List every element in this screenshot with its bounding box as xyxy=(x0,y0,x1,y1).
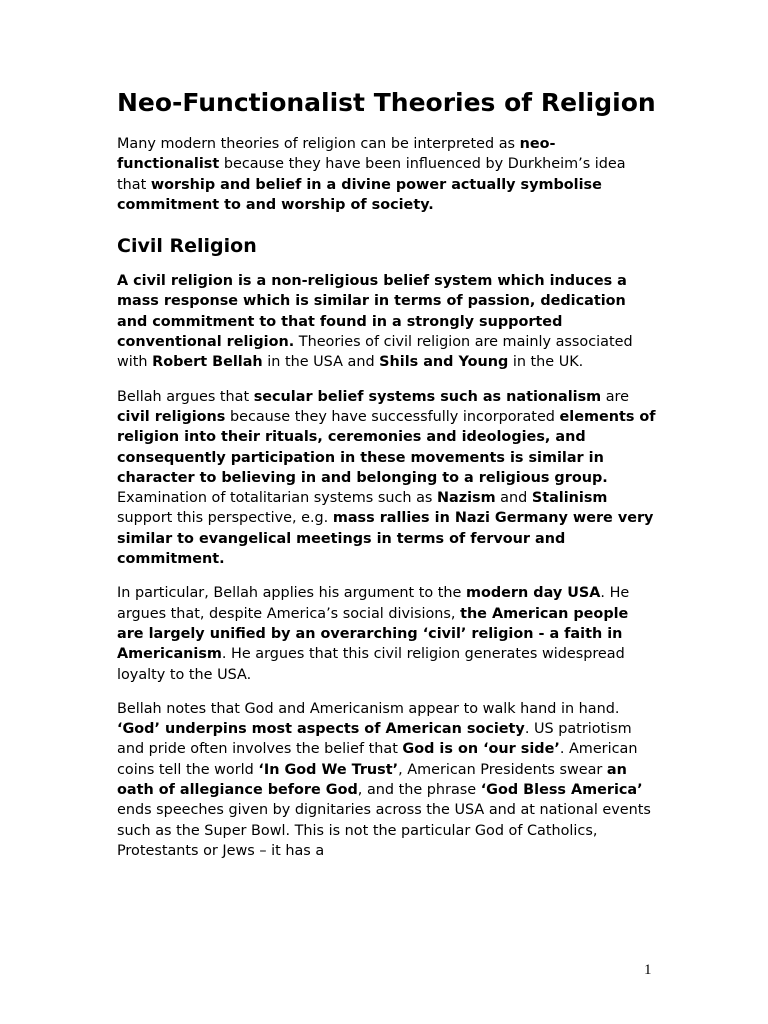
paragraph-bellah-usa xyxy=(117,583,657,684)
bold-text-run: ‘In God We Trust’ xyxy=(258,761,399,778)
paragraph-definition xyxy=(117,271,657,372)
bold-text-run: civil religions xyxy=(117,408,226,425)
text-run: because they have been influenced by Durkheim’s idea that xyxy=(117,156,626,193)
bold-text-run: A civil religion is a non-religious belief system which induces a mass response which is similar in terms of passion, dedication and commitment to that found in a strongly supported conventional religion. xyxy=(117,273,627,351)
text-run: Bellah argues that xyxy=(117,388,254,405)
paragraph-god-americanism xyxy=(117,699,657,861)
text-run: are xyxy=(601,388,630,405)
document-title: Neo-Functionalist Theories of Religion xyxy=(117,88,656,117)
bold-text-run: elements of religion into their rituals, ceremonies and ideologies, and consequently participation in these movements is similar in character to believing in and belonging to a religious group. xyxy=(117,408,656,486)
text-run: . US patriotism and pride often involves the belief that xyxy=(117,721,632,758)
intro-paragraph xyxy=(117,134,657,215)
bold-text-run: neo-functionalist xyxy=(117,136,556,173)
text-run: because they have successfully incorporated xyxy=(225,408,560,425)
bold-text-run: Nazism xyxy=(436,490,496,507)
bold-text-run: God is on ‘our side’ xyxy=(402,741,560,758)
bold-text-run: worship and belief in a divine power actually symbolise commitment to and worship of society. xyxy=(117,176,602,213)
bold-text-run: modern day USA xyxy=(465,585,601,602)
text-run: . He argues that, despite America’s social divisions, xyxy=(117,585,630,622)
text-run: , and the phrase xyxy=(357,782,481,799)
text-run: Theories of civil religion are mainly associated with xyxy=(117,334,633,371)
bold-text-run: the American people are largely unified by an overarching ‘civil’ religion - a faith in Americanism xyxy=(117,605,629,663)
text-run: , American Presidents swear xyxy=(398,761,607,778)
bold-text-run: Shils and Young xyxy=(379,354,509,371)
text-run: Examination of totalitarian systems such as xyxy=(117,490,437,507)
page-number: 1 xyxy=(644,962,652,978)
text-run: support this perspective, e.g. xyxy=(117,510,333,527)
text-run: . He argues that this civil religion generates widespread loyalty to the USA. xyxy=(117,646,625,683)
bold-text-run: secular belief systems such as nationalism xyxy=(253,388,602,405)
bold-text-run: an oath of allegiance before God xyxy=(117,761,627,799)
bold-text-run: Robert Bellah xyxy=(152,354,263,371)
text-run: and xyxy=(495,490,532,507)
document-page xyxy=(117,84,657,875)
bold-text-run: ‘God’ underpins most aspects of American society xyxy=(117,721,525,738)
bold-text-run: Stalinism xyxy=(531,490,608,507)
text-run: ends speeches given by dignitaries across the USA and at national events such as the Super Bowl. This is not the particular God of Catholics, Protestants or Jews – it has a xyxy=(117,802,651,859)
text-run: in the UK. xyxy=(508,354,584,371)
bold-text-run: ‘God Bless America’ xyxy=(480,782,643,799)
text-run: Many modern theories of religion can be interpreted as xyxy=(117,136,520,152)
text-run: Bellah notes that God and Americanism appear to walk hand in hand. xyxy=(117,700,620,717)
text-run: In particular, Bellah applies his argument to the xyxy=(117,585,466,602)
section-heading-civil-religion: Civil Religion xyxy=(117,235,257,258)
text-run: . American coins tell the world xyxy=(117,741,638,778)
text-run: in the USA and xyxy=(262,354,380,371)
paragraph-bellah-secular xyxy=(117,387,657,570)
bold-text-run: mass rallies in Nazi Germany were very similar to evangelical meetings in terms of fervour and commitment. xyxy=(117,510,654,568)
